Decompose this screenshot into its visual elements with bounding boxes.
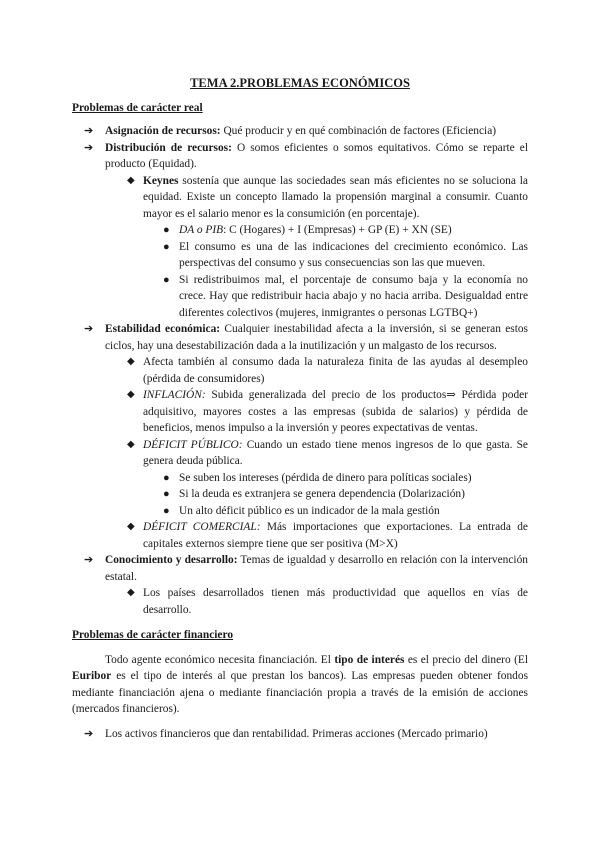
bullet-icon: ● — [163, 471, 170, 484]
list-item-intereses — [72, 470, 528, 487]
item-text: Más importaciones que exportaciones. La entrada de capitales externos siempre tiene que ser positiva (M>X) — [143, 521, 528, 550]
term-euribor: Euribor — [72, 670, 112, 682]
spacer — [72, 618, 528, 627]
section-heading-real: Problemas de carácter real — [72, 101, 203, 114]
diamond-icon: ◆ — [127, 587, 135, 598]
list-item-afecta — [72, 354, 528, 387]
list-item-distribucion — [72, 140, 528, 173]
para-text-1: Todo agente económico necesita financiación. El — [105, 653, 335, 666]
list-item-deficit-comercial — [72, 519, 528, 552]
item-label: Asignación de recursos: — [105, 125, 221, 137]
item-label: Distribución de recursos: — [105, 141, 232, 154]
diamond-icon: ◆ — [127, 438, 135, 450]
bullet-icon: ● — [163, 240, 170, 253]
item-text: O somos eficientes o somos equitativos. Cómo se reparte el producto (Equidad). — [105, 141, 528, 170]
item-text: Si redistribuimos mal, el porcentaje de consumo baja y la economía no crece. Hay que redistribuir hacia abajo y no hacia arriba. Desigualdad entre diferentes colectivos (mujeres, inmigrantes o personas LGTBQ+) — [179, 273, 528, 319]
diamond-icon: ◆ — [127, 174, 135, 186]
arrow-icon: ➔ — [84, 141, 94, 154]
item-label: DÉFICIT COMERCIAL: — [143, 521, 261, 533]
list-item-asignacion — [72, 123, 528, 140]
list-item-estabilidad — [72, 321, 528, 354]
item-label: Conocimiento y desarrollo: — [105, 554, 238, 566]
item-text: Un alto déficit público es un indicador de la mala gestión — [179, 504, 440, 517]
item-text: Cuando un estado tiene menos ingresos de lo que gasta. Se genera deuda pública. — [143, 438, 528, 467]
item-text: sostenía que aunque las sociedades sean más eficientes no se soluciona la equidad. Existe un concepto llamado la propensión marginal a consumir. Cuanto mayor es el salario menor es la consumición (en porcentaje). — [143, 174, 528, 220]
page-title: TEMA 2.PROBLEMAS ECONÓMICOS — [190, 76, 410, 90]
item-text: Temas de igualdad y desarrollo en relación con la intervención estatal. — [105, 554, 528, 583]
item-text: Afecta también al consumo dada la naturaleza finita de las ayudas al desempleo (pérdida de consumidores) — [143, 356, 528, 385]
list-item-inflacion — [72, 387, 528, 437]
list-item-redistribuimos — [72, 272, 528, 322]
bullet-icon: ● — [163, 488, 170, 500]
term-tipo-interes: tipo de interés — [334, 653, 405, 666]
list-item-deuda — [72, 486, 528, 503]
diamond-icon: ◆ — [127, 389, 135, 400]
list-item-deficit-publico — [72, 437, 528, 470]
item-text: Qué producir y en qué combinación de factores (Eficiencia) — [220, 125, 497, 137]
item-label: INFLACIÓN: — [143, 389, 206, 401]
arrow-icon: ➔ — [84, 323, 94, 335]
list-item-da-pib — [72, 222, 528, 239]
para-text-3: es el tipo de interés al que prestan los bancos). Las empresas pueden obtener fondos mediante financiación ajena o mediante financiación propia a través de la emisión de acciones (mercados financieros). — [72, 670, 528, 715]
item-text: El consumo es una de las indicaciones del crecimiento económico. Las perspectivas del consumo y sus consecuencias son las que mueven. — [179, 240, 528, 269]
diamond-icon: ◆ — [127, 521, 135, 532]
list-item-activos — [72, 726, 528, 743]
arrow-icon: ➔ — [84, 554, 94, 566]
list-item-paises — [72, 585, 528, 618]
arrow-icon: ➔ — [84, 727, 94, 740]
spacer — [72, 718, 528, 726]
item-text: Los países desarrollados tienen más productividad que aquellos en vías de desarrollo. — [143, 587, 528, 616]
item-label: DÉFICIT PÚBLICO: — [143, 438, 243, 451]
list-item-conocimiento — [72, 552, 528, 585]
item-text: Se suben los intereses (pérdida de dinero para políticas sociales) — [179, 471, 472, 484]
item-text: : C (Hogares) + I (Empresas) + GP (E) + XN (SE) — [223, 224, 452, 236]
item-text: Cualquier inestabilidad afecta a la inversión, si se generan estos ciclos, hay una desestabilización dada a la inutilización y un malgasto de los recursos. — [105, 323, 528, 352]
paragraph-financiacion — [72, 652, 528, 718]
list-item-consumo — [72, 239, 528, 272]
item-text: Subida generalizada del precio de los productos⇒ Pérdida poder adquisitivo, mayores costes a las empresas (subida de salarios) y pérdida de beneficios, menos impulso a la inversión y peores expectativas de ventas. — [143, 389, 528, 434]
item-text: Los activos financieros que dan rentabilidad. Primeras acciones (Mercado primario) — [105, 727, 488, 740]
item-label: DA o PIB — [179, 224, 224, 236]
item-label: Estabilidad económica: — [105, 323, 221, 335]
list-item-keynes — [72, 173, 528, 223]
bullet-icon: ● — [163, 273, 170, 286]
list-item-alto-deficit — [72, 503, 528, 520]
bullet-icon: ● — [163, 504, 170, 517]
section-heading-financiero: Problemas de carácter financiero — [72, 629, 234, 641]
diamond-icon: ◆ — [127, 356, 135, 367]
para-text-2: es el precio del dinero (El — [404, 653, 528, 666]
arrow-icon: ➔ — [84, 125, 94, 137]
bullet-icon: ● — [163, 224, 170, 236]
item-text: Si la deuda es extranjera se genera dependencia (Dolarización) — [179, 488, 465, 500]
item-label: Keynes — [143, 174, 179, 187]
